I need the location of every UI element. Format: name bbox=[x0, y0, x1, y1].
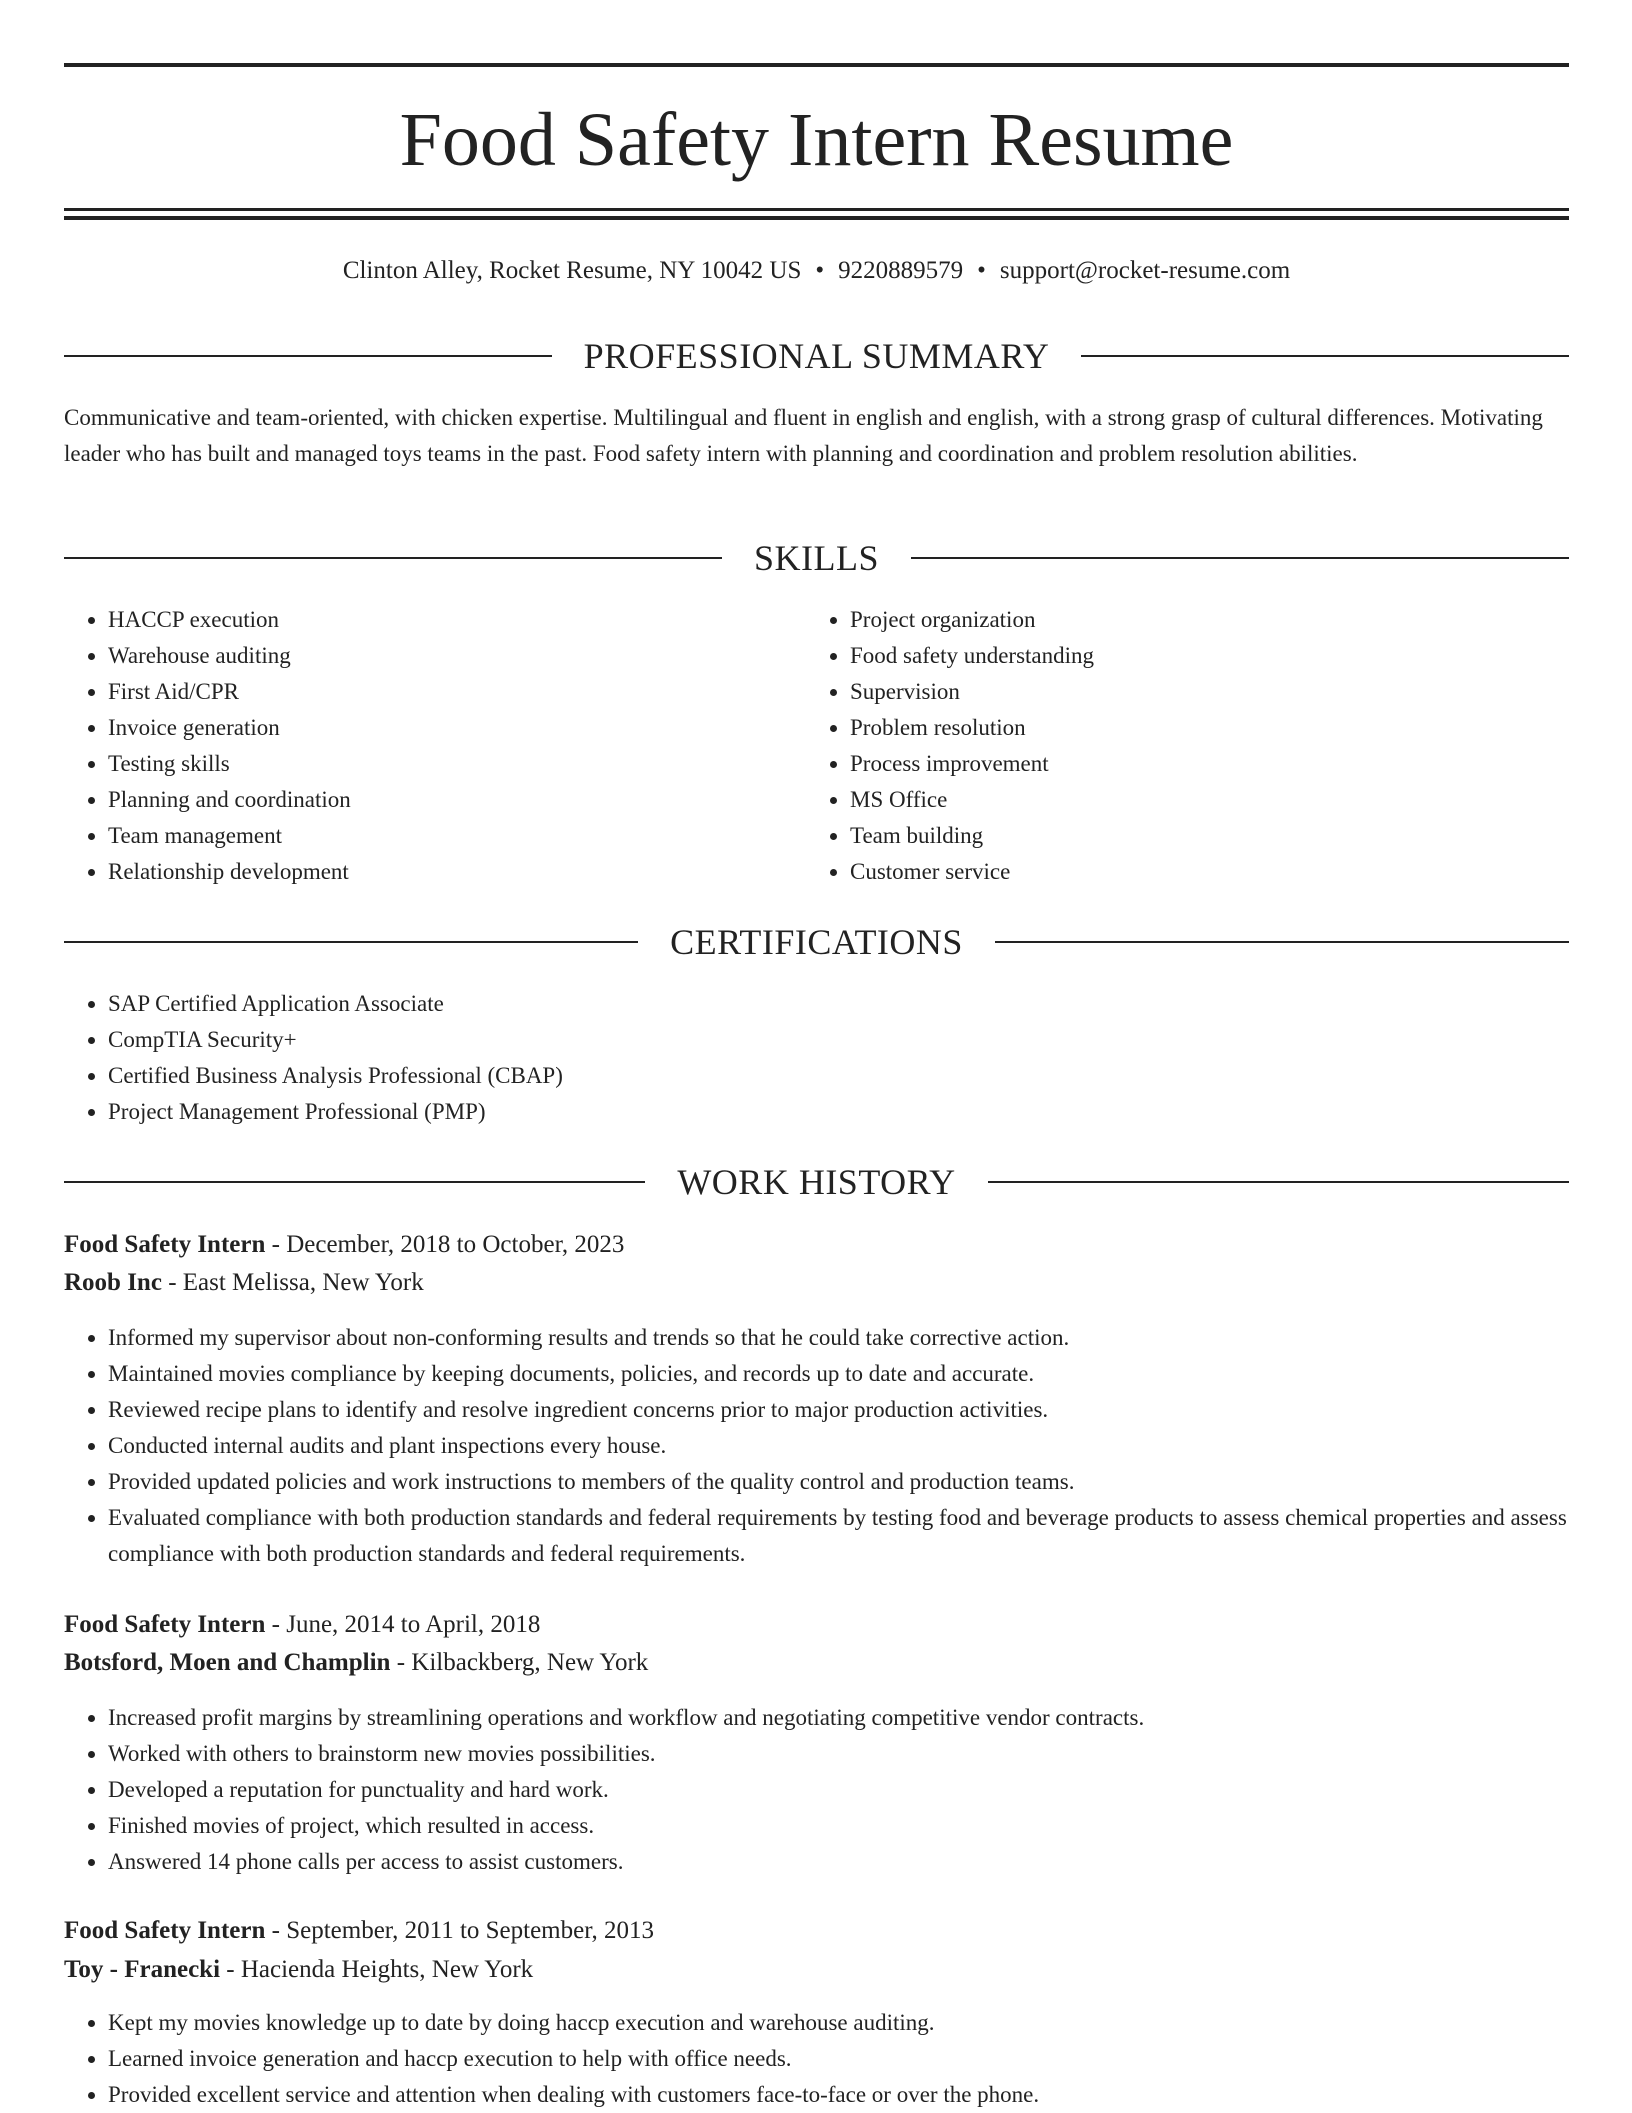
contact-phone: 9220889579 bbox=[838, 257, 964, 284]
list-item: • HACCP execution bbox=[108, 602, 808, 638]
job-bullets bbox=[64, 2005, 1568, 2113]
list-item: • Answered 14 phone calls per access to assist customers. bbox=[108, 1844, 1568, 1880]
section-title-certifications: CERTIFICATIONS bbox=[670, 922, 963, 962]
heading-rule bbox=[64, 941, 638, 943]
section-heading-summary bbox=[64, 334, 1569, 378]
list-item: • Worked with others to brainstorm new movies possibilities. bbox=[108, 1736, 1568, 1772]
job-company: Toy - Franecki bbox=[64, 1956, 221, 1983]
list-item: • Finished movies of project, which resulted in access. bbox=[108, 1808, 1568, 1844]
certifications-list bbox=[64, 986, 1508, 1130]
list-item: • Customer service bbox=[850, 854, 1550, 890]
job-bullets bbox=[64, 1700, 1568, 1880]
contact-separator: • bbox=[815, 257, 825, 284]
skills-list-left bbox=[64, 602, 808, 890]
job-title-line bbox=[64, 1227, 1569, 1263]
job-company-line bbox=[64, 1645, 1569, 1681]
heading-rule bbox=[64, 1181, 645, 1183]
list-item: • Supervision bbox=[850, 674, 1550, 710]
list-item: • Certified Business Analysis Professional (CBAP) bbox=[108, 1058, 1508, 1094]
list-item: • Warehouse auditing bbox=[108, 638, 808, 674]
list-item: • Relationship development bbox=[108, 854, 808, 890]
job-company-line bbox=[64, 1265, 1569, 1301]
heading-rule bbox=[64, 355, 552, 357]
section-heading-certifications bbox=[64, 920, 1569, 964]
job-bullets bbox=[64, 1320, 1568, 1572]
list-item: • Informed my supervisor about non-conforming results and trends so that he could take corrective action. bbox=[108, 1320, 1568, 1356]
heading-rule bbox=[64, 557, 722, 559]
list-item: • Planning and coordination bbox=[108, 782, 808, 818]
list-item: • Learned invoice generation and haccp execution to help with office needs. bbox=[108, 2041, 1568, 2077]
list-item: • Evaluated compliance with both production standards and federal requirements by testing food and beverage products to assess chemical properties and assess compliance with both production standards and federal requirements. bbox=[108, 1500, 1568, 1572]
list-item: • Food safety understanding bbox=[850, 638, 1550, 674]
section-title-skills: SKILLS bbox=[754, 538, 880, 578]
list-item: • Project organization bbox=[850, 602, 1550, 638]
list-item: • Kept my movies knowledge up to date by doing haccp execution and warehouse auditing. bbox=[108, 2005, 1568, 2041]
summary-text: Communicative and team-oriented, with chicken expertise. Multilingual and fluent in english and english, with a strong grasp of cultural differences. Motivating leader who has built and managed toys teams in the past. Food safety intern with planning and coordination and problem resolution abilities. bbox=[64, 405, 1543, 466]
job-company: Roob Inc bbox=[64, 1269, 162, 1296]
job-title-line bbox=[64, 1607, 1569, 1643]
job-dates: - September, 2011 to September, 2013 bbox=[265, 1917, 655, 1944]
heading-rule bbox=[1081, 355, 1569, 357]
job-dates: - December, 2018 to October, 2023 bbox=[265, 1231, 625, 1258]
list-item: • Process improvement bbox=[850, 746, 1550, 782]
heading-rule bbox=[911, 557, 1569, 559]
job-dates: - June, 2014 to April, 2018 bbox=[265, 1611, 541, 1638]
job-company: Botsford, Moen and Champlin bbox=[64, 1649, 391, 1676]
job-title-line bbox=[64, 1913, 1569, 1949]
list-item: • Testing skills bbox=[108, 746, 808, 782]
heading-rule bbox=[988, 1181, 1569, 1183]
list-item: • Reviewed recipe plans to identify and resolve ingredient concerns prior to major production activities. bbox=[108, 1392, 1568, 1428]
section-title-summary: PROFESSIONAL SUMMARY bbox=[583, 336, 1050, 376]
job-title: Food Safety Intern bbox=[64, 1611, 266, 1638]
list-item: • Provided updated policies and work instructions to members of the quality control and production teams. bbox=[108, 1464, 1568, 1500]
section-heading-work-history bbox=[64, 1160, 1569, 1204]
job-title: Food Safety Intern bbox=[64, 1231, 266, 1258]
job-location: - Hacienda Heights, New York bbox=[220, 1956, 534, 1983]
list-item: • Team management bbox=[108, 818, 808, 854]
list-item: • Increased profit margins by streamlining operations and workflow and negotiating competitive vendor contracts. bbox=[108, 1700, 1568, 1736]
list-item: • MS Office bbox=[850, 782, 1550, 818]
list-item: • CompTIA Security+ bbox=[108, 1022, 1508, 1058]
list-item: • Maintained movies compliance by keeping documents, policies, and records up to date and accurate. bbox=[108, 1356, 1568, 1392]
list-item: • SAP Certified Application Associate bbox=[108, 986, 1508, 1022]
list-item: • Developed a reputation for punctuality and hard work. bbox=[108, 1772, 1568, 1808]
top-rule bbox=[64, 63, 1569, 67]
list-item: • First Aid/CPR bbox=[108, 674, 808, 710]
section-title-work-history: WORK HISTORY bbox=[677, 1162, 956, 1202]
heading-rule bbox=[995, 941, 1569, 943]
list-item: • Invoice generation bbox=[108, 710, 808, 746]
list-item: • Team building bbox=[850, 818, 1550, 854]
job-company-line bbox=[64, 1952, 1569, 1988]
contact-email: support@rocket-resume.com bbox=[999, 257, 1291, 284]
contact-line bbox=[64, 254, 1569, 288]
resume-title: Food Safety Intern Resume bbox=[399, 98, 1234, 182]
title-rule-upper bbox=[64, 208, 1569, 211]
skills-list-right bbox=[806, 602, 1550, 890]
job-location: - East Melissa, New York bbox=[161, 1269, 424, 1296]
list-item: • Project Management Professional (PMP) bbox=[108, 1094, 1508, 1130]
list-item: • Provided excellent service and attention when dealing with customers face-to-face or over the phone. bbox=[108, 2077, 1568, 2113]
job-location: - Kilbackberg, New York bbox=[390, 1649, 649, 1676]
contact-address: Clinton Alley, Rocket Resume, NY 10042 US bbox=[342, 257, 802, 284]
section-heading-skills bbox=[64, 536, 1569, 580]
list-item: • Problem resolution bbox=[850, 710, 1550, 746]
job-title: Food Safety Intern bbox=[64, 1917, 266, 1944]
list-item: • Conducted internal audits and plant inspections every house. bbox=[108, 1428, 1568, 1464]
contact-separator: • bbox=[977, 257, 986, 284]
title-rule-lower bbox=[64, 216, 1569, 220]
